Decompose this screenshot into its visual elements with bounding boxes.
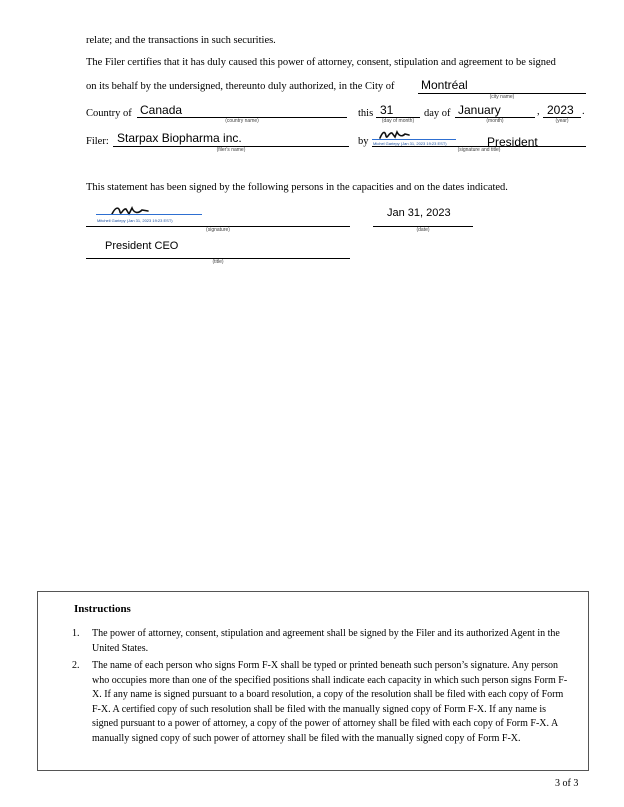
date-comma: , <box>537 106 540 117</box>
filer-caption: (filer's name) <box>216 147 246 153</box>
certify-line-2: on its behalf by the undersigned, thereunto duly authorized, in the City of <box>86 81 395 92</box>
instruction-2-text: The name of each person who signs Form F-X shall be typed or printed beneath such person’s signature. Any person who occupies more than one of the specified positions shall indicate each capacity in which such person signs Form F-X. If any name is signed pursuant to a board resolution, a copy of the resolution shall be filed with each copy of Form F-X. A certified copy of such resolution shall be filed with the manually signed copy of Form F-X. If any name is signed pursuant to a power of attorney, a copy of the power of attorney shall be filed with each copy of Form F-X. A manually signed copy of such power of attorney shall be filed with the manually signed copy of Form F-X. <box>92 660 568 744</box>
filer-label: Filer: <box>86 136 109 147</box>
filer-signature-bar <box>372 139 456 140</box>
signature-bar <box>96 214 202 215</box>
day-of-label: day of <box>424 108 451 119</box>
filer-title-field[interactable]: President <box>487 135 538 149</box>
month-field[interactable]: January <box>458 103 501 117</box>
date-caption: (date) <box>416 227 430 233</box>
intro-fragment: relate; and the transactions in such securities. <box>86 35 276 46</box>
year-caption: (year) <box>555 118 569 124</box>
instruction-2-number: 2. <box>72 660 80 671</box>
filer-field[interactable]: Starpax Biopharma inc. <box>117 131 242 145</box>
city-caption: (city name) <box>489 94 515 100</box>
day-caption: (day of month) <box>381 118 415 124</box>
instruction-1-number: 1. <box>72 628 80 639</box>
signature-title-caption: (signature and title) <box>457 147 501 153</box>
signature-stamp: Mitchell Gariepy (Jan 31, 2023 19:23 EST) <box>97 218 173 223</box>
signature-icon <box>110 204 152 218</box>
country-label: Country of <box>86 108 132 119</box>
instructions-heading: Instructions <box>74 603 131 615</box>
filer-signature-stamp: Michel Gariepy (Jan 31, 2023 19:23 EST) <box>373 141 447 146</box>
country-caption: (country name) <box>225 118 259 124</box>
this-label: this <box>358 108 374 119</box>
date-period: . <box>582 106 585 117</box>
year-field[interactable]: 2023 <box>547 103 574 117</box>
certify-line-1: The Filer certifies that it has duly caused this power of attorney, consent, stipulation and agreement to be signed <box>86 57 556 68</box>
by-label: by <box>358 136 369 147</box>
signed-date-field[interactable]: Jan 31, 2023 <box>387 207 451 219</box>
statement-text: This statement has been signed by the following persons in the capacities and on the dates indicated. <box>86 182 508 193</box>
city-field[interactable]: Montréal <box>421 78 468 92</box>
signature-caption: (signature) <box>206 227 230 233</box>
title-caption: (title) <box>212 259 224 265</box>
country-field[interactable]: Canada <box>140 103 183 117</box>
day-field[interactable]: 31 <box>380 103 394 117</box>
instruction-1-text: The power of attorney, consent, stipulation and agreement shall be signed by the Filer and its authorized Agent in the United States. <box>92 628 560 654</box>
month-caption: (month) <box>486 118 504 124</box>
instructions-box <box>37 591 589 771</box>
signer-title-field[interactable]: President CEO <box>105 240 179 252</box>
page-number: 3 of 3 <box>555 778 579 789</box>
